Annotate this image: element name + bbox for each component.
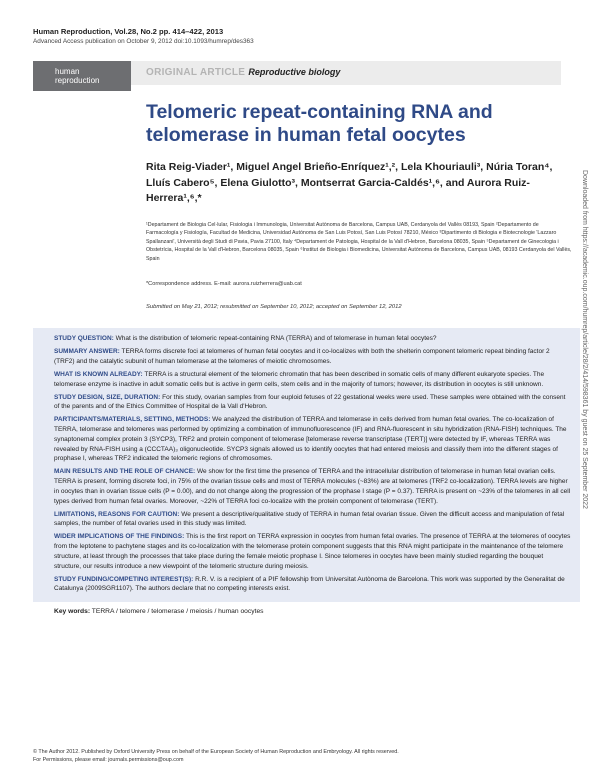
abstract-heading: STUDY DESIGN, SIZE, DURATION: bbox=[54, 393, 161, 401]
abstract-text: This is the first report on TERRA expression in oocytes from human fetal ovaries. The presence of TERRA at the telomeres of oocytes from the leptotene to pachytene stages and its co-localization with the telomerase protein component suggests that this RNA might participate in the maintenance of the telomere structure, at least through the processes that take place during the female meiotic prophase I. Since telomeres in oocytes have been mainly studied regarding the bouquet structure, our results introduce a new viewpoint of the telomeric structure during meiosis. bbox=[54, 533, 571, 570]
abstract-section bbox=[54, 370, 572, 389]
abstract-section bbox=[54, 347, 572, 366]
abstract-text: TERRA is a structural element of the telomeric chromatin that has been described in somatic cells of many different eukaryote species. The telomerase enzyme is inactive in adult somatic cells but is active in germ cells, stem cells and in the majority of tumors; however, its distribution in oocytes is still unknown. bbox=[54, 370, 545, 388]
abstract-text: What is the distribution of telomeric repeat-containing RNA (TERRA) and of telomerase in human fetal oocytes? bbox=[115, 335, 437, 342]
abstract-heading: PARTICIPANTS/MATERIALS, SETTING, METHODS: bbox=[54, 416, 211, 424]
abstract-text: We show for the first time the presence of TERRA and the intracellular distribution of telomerase in human fetal ovarian cells. TERRA is present, forming discrete foci, in 75% of the ovarian tissue cells and most of TERRA molecules (~83%) are at telomeres (TRF2 co-localization). TERRA levels are higher in oocytes than in ovarian tissue cells (P = 0.00), and do not change along the progression of the prophase I stage (P = 0.37). TERRA is present on ~23% of the telomeres in all cell types derived from human fetal ovaries. Moreover, ~22% of TERRA foci co-localize with the protein component of telomerase (TERT). bbox=[54, 468, 571, 505]
advance-access-line: Advanced Access publication on October 9, 2012 doi:10.1093/humrep/des363 bbox=[33, 38, 254, 45]
logo-line-1: human bbox=[55, 67, 80, 76]
keywords-label: Key words: bbox=[54, 608, 91, 616]
copyright-footer bbox=[33, 748, 399, 764]
download-watermark bbox=[578, 170, 598, 630]
abstract-heading: LIMITATIONS, REASONS FOR CAUTION: bbox=[54, 510, 180, 518]
abstract-section bbox=[54, 393, 572, 412]
keywords-list: TERRA / telomere / telomerase / meiosis / human oocytes bbox=[91, 608, 264, 616]
permissions-line: For Permissions, please email: journals.permissions@oup.com bbox=[33, 757, 184, 763]
article-title: Telomeric repeat-containing RNA and telomerase in human fetal oocytes bbox=[146, 101, 493, 146]
download-notice: Downloaded from https://academic.oup.com/humrep/article/28/2/414/598361 by guest on 25 September 2022 bbox=[581, 170, 588, 509]
article-type bbox=[146, 67, 340, 78]
abstract-section bbox=[54, 334, 572, 344]
abstract-section bbox=[54, 575, 572, 594]
abstract-heading: WHAT IS KNOWN ALREADY: bbox=[54, 370, 143, 378]
journal-citation: Human Reproduction, Vol.28, No.2 pp. 414–422, 2013 bbox=[33, 27, 224, 36]
journal-logo bbox=[33, 61, 131, 91]
abstract-section bbox=[54, 467, 572, 506]
abstract-text: We present a descriptive/qualitative study of TERRA in human fetal ovarian tissue. Given the difficult access and manipulation of fetal samples, the number of fetal ovaries used in this study was limited. bbox=[54, 510, 565, 528]
abstract-section bbox=[54, 532, 572, 571]
abstract-section bbox=[54, 415, 572, 464]
abstract bbox=[33, 328, 580, 768]
copyright-line: © The Author 2012. Published by Oxford University Press on behalf of the European Society of Human Reproduction and Embryology. All rights reserved. bbox=[33, 749, 399, 755]
logo-line-2: reproduction bbox=[55, 76, 100, 85]
abstract-text: TERRA forms discrete foci at telomeres of human fetal oocytes and it co-localizes with both the shelterin component telomeric repeat binding factor 2 (TRF2) and the catalytic subunit of human telomerase at the telomeres of meiotic chromosomes. bbox=[54, 348, 550, 365]
abstract-heading: MAIN RESULTS AND THE ROLE OF CHANCE: bbox=[54, 468, 196, 476]
article-type-label: ORIGINAL ARTICLE bbox=[146, 67, 246, 78]
article-subtype: Reproductive biology bbox=[248, 67, 341, 77]
abstract-heading: STUDY FUNDING/COMPETING INTEREST(S): bbox=[54, 575, 194, 583]
abstract-box bbox=[33, 328, 580, 602]
abstract-heading: WIDER IMPLICATIONS OF THE FINDINGS: bbox=[54, 533, 185, 541]
abstract-text: R.R. V. is a recipient of a PIF fellowship from Universitat Autònoma de Barcelona. This work was supported by the Generalitat de Catalunya (2009SGR1107). The authors declare that no competing interests exist. bbox=[54, 575, 565, 593]
abstract-section bbox=[54, 510, 572, 529]
abstract-heading: STUDY QUESTION: bbox=[54, 335, 114, 342]
affiliations: ¹Departament de Biologia Cel·lular, Fisiologia i Immunologia, Universitat Autònoma de Barcelona, Campus UAB, Cerdanyola del Vallès 08193, Spain ²Departamento de Farmacología y Fisiología, Facultad de Medicina, Universidad Autónoma de San Luis Potosí, San Luis Potosí 78210, México ³Dipartimento di Biologia e Biotecnologie 'Lazzaro Spallanzani', Università degli Studi di Pavia, Pavia 27100, Italy ⁴Departament de Patologia, Hospital de la Vall d'Hebron, Barcelona 08035, Spain ⁵Departament de Ginecologia i Obstetrícia, Hospital de la Vall d'Hebron, Barcelona 08035, Spain ⁶Institut de Biologia i Biomedicina, Universitat Autònoma de Barcelona, Campus UAB, 08193 Cerdanyola del Vallès, Spain bbox=[146, 222, 572, 262]
correspondence-address: *Correspondence address. E-mail: aurora.ruizherrera@uab.cat bbox=[146, 281, 302, 287]
keywords bbox=[33, 602, 580, 615]
abstract-text: For this study, ovarian samples from four euploid fetuses of 22 gestational weeks were used. These samples were obtained with the consent of the parents and of the Ethics Committee of Hospital de la Vall d'Hebron. bbox=[54, 393, 566, 411]
author-list: Rita Reig-Viader¹, Miguel Angel Brieño-Enríquez¹,², Lela Khouriauli³, Núria Toran⁴, Lluís Cabero⁵, Elena Giulotto³, Montserrat Garcia-Caldés¹,⁶, and Aurora Ruiz-Herrera¹,⁶,* bbox=[146, 161, 553, 204]
abstract-heading: SUMMARY ANSWER: bbox=[54, 348, 120, 356]
abstract-text: We analyzed the distribution of TERRA and telomerase in cells derived from human fetal ovaries. The co-localization of TERRA, telomerase and telomeres was performed by optimizing a combination of immunofluorescence (IF) and RNA-fluorescent in situ hybridization (RNA-FISH) techniques. The synaptonemal complex protein 3 (SYCP3), TRF2 and protein component of telomerase [telomerase reverse transcriptase (TERT)] were detected by IF, whereas TERRA was revealed by RNA-FISH using a (CCCTAA)₃ oligonucleotide. SYCP3 signals allowed us to identify oocytes that had entered meiosis and classify them into the different stages of prophase I, whereas TRF2 indicated the telomeric regions of chromosomes. bbox=[54, 416, 567, 463]
submission-dates: Submitted on May 21, 2012; resubmitted on September 10, 2012; accepted on September 12, 2012 bbox=[146, 304, 402, 310]
